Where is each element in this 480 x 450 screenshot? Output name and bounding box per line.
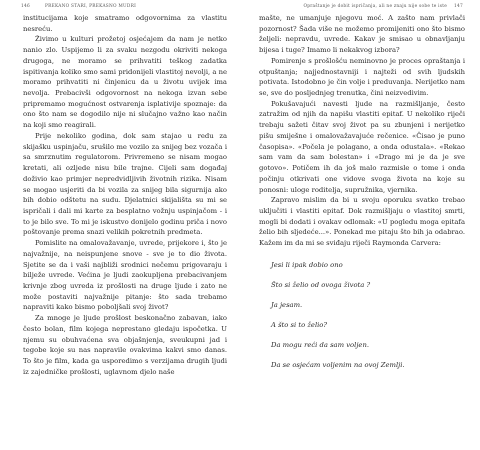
running-title: Opraštanje je dobit ispričanja, ali ne znaju nije sobe te iste <box>303 4 447 9</box>
poem-line: Ja jesam. <box>271 300 303 309</box>
paragraph: Pomirenje s prošlošću neminovno je proces opraštanja i otpuštanja; najjednostavniji i najteži od svih ljudskih potivata. Istodobno je čin volje i preduvanja. Nerijetko nam se, sve do posljednjeg trenutka, čini neizvedivim. <box>259 56 465 98</box>
paragraph: Za mnoge je ljude prošlost beskonačno zabavan, iako često bolan, film kojega neprestano gledaju ispočetka. U njemu su obuhvaćena sva objašnjenja, sveukupni jad i tegobe koje su nas napravile ovakvima kakvi smo danas. To što je film, kada ga usporedimo s verzijama drugih ljudi iz zajedničke prošlosti, uglavnom djelo naše <box>23 314 227 376</box>
paragraph: Pokušavajući navesti ljude na razmišljanje, često zatražim od njih da napišu vlastiti epitaf. U nekoliko riječi trebaju sažeti čitav svoj život pa su zbunjeni i nerijetko pišu smiješne i omalovažavajuće rečenice. «Čisao je puno časopisa». «Počela je polagano, a onda odustala». «Rekao sam vam da sam bolestan» i «Drago mi je da je sve gotovo». Potičem ih da još malo razmisle o tome i onda počinju otkrivati one vidove svoga života na koje su ponosni: uloge roditelja, supružnika, vjernika. <box>259 99 465 194</box>
poem-line: Jesi li ipak dobio ono <box>271 260 343 269</box>
page-number: 146 <box>21 4 30 9</box>
paragraph: Živimo u kulturi prožetoj osjećajem da nam je netko nanio zlo. Uspijemo li za svaku nezgodu okriviti nekoga drugoga, ne moramo se prihvatiti teškog zadatka ispitivanja koliko smo sami pridonijeli vlastitoj nevolji, a ne moramo prihvatiti ni činjenicu da u životu uvijek ima nevolja. Prebacivši odgovornost na nekoga izvan sebe pripremamo mogućnost ostvarenja isplativije spoznaje: da ono što nam se dogodilo nije ni slučajno važno kao način na koji smo reagirali. <box>23 35 227 130</box>
paragraph: mašte, ne umanjuje njegovu moć. A zašto nam privlači pozornost? Šada više ne možemo promijeniti ono što bismo željeli: nepravdu, uvrede. Kakav je smisao u obnavljanju bijesa i tuge? Imamo li nekakvog izbora? <box>259 14 465 55</box>
paragraph: Prije nekoliko godina, dok sam stajao u redu za skijašku uspinjaču, srušilo me vozilo za snijeg bez vozača i sa smrznutim regulatorom. Privremeno se nisam mogao kretati, ali ozljede nisu bile trajne. Cijeli sam događaj doživio kao primjer nepredvidljivih životnih rizika. Nisam se mogao usjeriti da bi vozila za snijeg bila sigurnija ako bih dobio odštetu na sudu. Djelatnici skijališta su mi se ispričali i dali mi karte za besplatno vožnju uspinjačom - i to je bilo sve. To mi je iskustvo donijelo godinu priča i novo poštovanje prema snazi velikih pokretnih predmeta. <box>23 131 227 237</box>
body-text <box>259 13 465 380</box>
poem-quote <box>271 260 465 380</box>
page-number: 147 <box>454 4 463 9</box>
poem-line: Da se osjećam voljenim na ovoj Zemlji. <box>271 360 405 369</box>
poem-line: Što si želio od ovoga života ? <box>271 280 371 289</box>
paragraph: Pomislite na omalovažavanje, uvrede, prijekore i, što je najvažnije, na neispunjene snove - sve je to dio života. Sjetite se da i vaši najbliži srodnici nečemu prigovaraju i bilježe uvrede. Većina je ljudi zaokupljena prebacivanjem krivnje zbog uvreda iz prošlosti na druge ljude i zato ne može postaviti najvažnije pitanje: što sada trebamo napraviti kako bismo poboljšali svoj život? <box>23 239 227 312</box>
poem-line: Da mogu reći da sam voljen. <box>271 340 369 349</box>
running-title: PREKANO STARI, PREKASNO MUDRI <box>45 4 137 9</box>
paragraph: institucijama koje smatramo odgovornima za vlastitu nesreću. <box>23 14 227 33</box>
poem-line: A što si to želio? <box>271 320 328 329</box>
paragraph: Zapravo mislim da bi u svoju oporuku svatko trebao uključiti i vlastiti epitaf. Dok razmišljaju o vlastitoj smrti, mogli bi dodati i ovakav odlomak: «U pogledu moga epitafa želio bih sljedeće...». Ponekad me pitaju što bih ja odabrao. Kažem im da mi se sviđaju riječi Raymonda Carvera: <box>259 196 465 248</box>
body-text <box>23 13 227 377</box>
right-page <box>240 0 480 450</box>
